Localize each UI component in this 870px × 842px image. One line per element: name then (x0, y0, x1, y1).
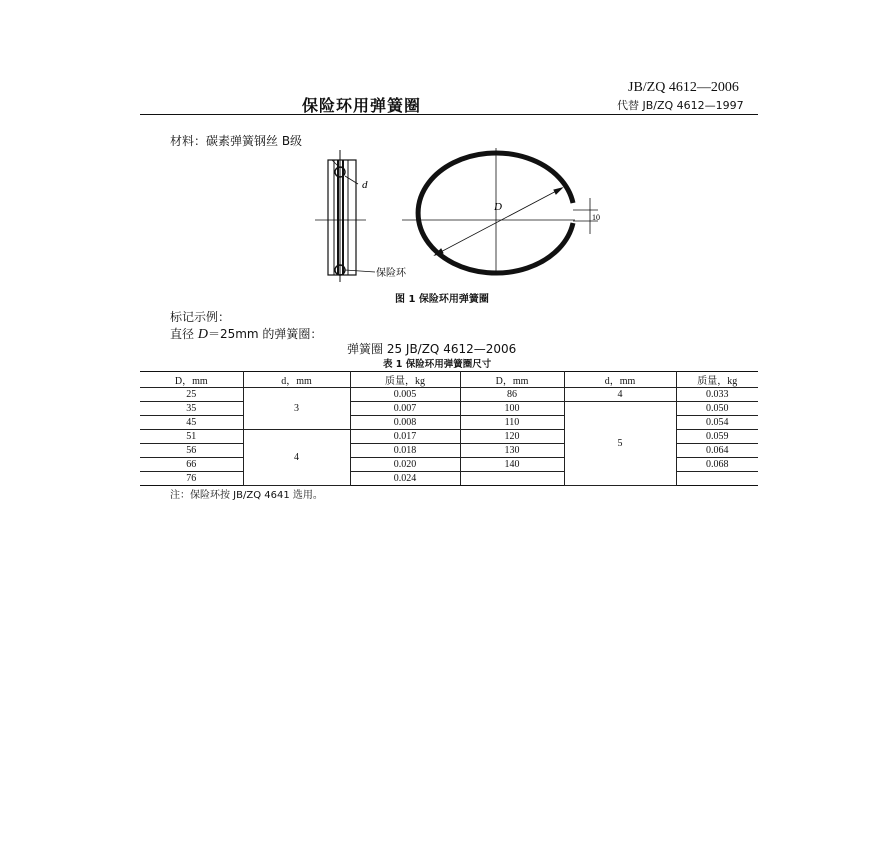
cell-D-empty (460, 472, 564, 486)
cell-D: 76 (140, 472, 243, 486)
label-outer-dia: D (494, 201, 502, 213)
header-D-left: D，mm (140, 372, 243, 388)
cell-D: 35 (140, 402, 243, 416)
cell-D: 86 (460, 388, 564, 402)
header-D-right: D，mm (460, 372, 564, 388)
standard-code: JB/ZQ 4612—2006 (628, 80, 739, 95)
header-d-right: d，mm (564, 372, 676, 388)
header-rule (140, 114, 758, 115)
side-view (315, 150, 375, 282)
spring-ring-figure (300, 140, 610, 290)
replaces-standard: 代替 JB/ZQ 4612—1997 (617, 99, 744, 112)
header-d-left: d，mm (243, 372, 350, 388)
cell-mass: 0.059 (676, 430, 758, 444)
dimension-table (140, 371, 758, 486)
cell-d-group: 3 (243, 388, 350, 430)
cell-mass: 0.054 (676, 416, 758, 430)
label-wire-dia: d (362, 179, 368, 191)
cell-D: 45 (140, 416, 243, 430)
cell-mass: 0.033 (676, 388, 758, 402)
marking-heading: 标记示例： (170, 310, 231, 324)
cell-mass: 0.005 (350, 388, 460, 402)
cell-D: 110 (460, 416, 564, 430)
marking-description (170, 325, 322, 343)
header-mass-left: 质量，kg (350, 372, 460, 388)
cell-D: 100 (460, 402, 564, 416)
cell-mass-empty (676, 472, 758, 486)
cell-D: 25 (140, 388, 243, 402)
material-spec: 材料：碳素弹簧钢丝 B级 (170, 134, 303, 148)
cell-D: 66 (140, 458, 243, 472)
cell-D: 130 (460, 444, 564, 458)
cell-d-group: 4 (564, 388, 676, 402)
table-header-row (140, 372, 758, 388)
table-row (140, 402, 758, 416)
cell-D: 51 (140, 430, 243, 444)
label-safety-ring: 保险环 (376, 268, 406, 279)
cell-d-group: 4 (243, 430, 350, 486)
cell-mass: 0.020 (350, 458, 460, 472)
label-gap-10: 10 (592, 213, 600, 222)
document-title: 保险环用弹簧圈 (302, 96, 422, 115)
cell-mass: 0.018 (350, 444, 460, 458)
cell-d-group: 5 (564, 402, 676, 486)
marking-variable: D (197, 327, 208, 342)
cell-mass: 0.064 (676, 444, 758, 458)
cell-D: 120 (460, 430, 564, 444)
cell-mass: 0.017 (350, 430, 460, 444)
table-note: 注：保险环按 JB/ZQ 4641 选用。 (170, 490, 323, 501)
header-mass-right: 质量，kg (676, 372, 758, 388)
cell-mass: 0.024 (350, 472, 460, 486)
table-title: 表 1 保险环用弹簧圈尺寸 (383, 359, 492, 370)
cell-mass: 0.050 (676, 402, 758, 416)
marking-suffix: ＝25mm 的弹簧圈： (207, 327, 323, 341)
marking-prefix: 直径 (170, 327, 198, 341)
cell-D: 140 (460, 458, 564, 472)
cell-mass: 0.007 (350, 402, 460, 416)
figure-caption: 图 1 保险环用弹簧圈 (395, 294, 489, 305)
marking-example: 弹簧圈 25 JB/ZQ 4612—2006 (347, 342, 517, 356)
cell-mass: 0.068 (676, 458, 758, 472)
cell-D: 56 (140, 444, 243, 458)
table-row (140, 388, 758, 402)
cell-mass: 0.008 (350, 416, 460, 430)
